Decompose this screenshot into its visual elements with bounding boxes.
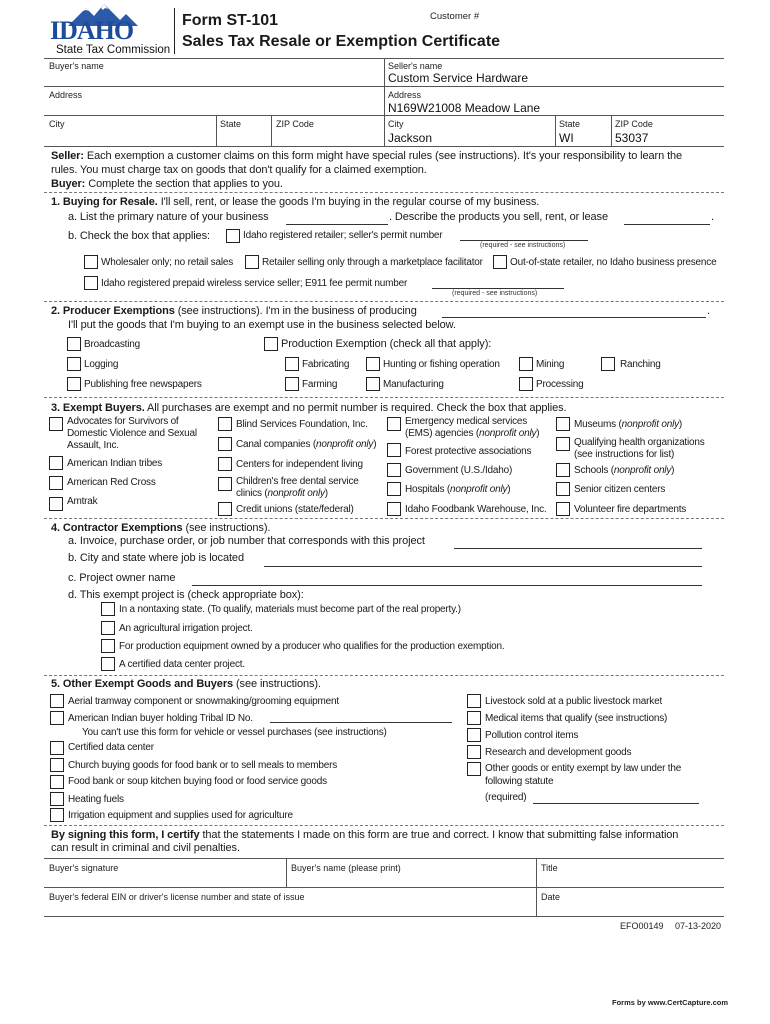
tribal-id-checkbox[interactable] bbox=[50, 711, 64, 725]
section-3-title bbox=[51, 402, 566, 414]
amtrak-label: Amtrak bbox=[67, 496, 98, 507]
american-indian-tribes-label: American Indian tribes bbox=[67, 458, 163, 469]
seller-zip-label: ZIP Code bbox=[615, 119, 653, 129]
food-bank-checkbox[interactable] bbox=[50, 775, 64, 789]
out-of-state-checkbox[interactable] bbox=[493, 255, 507, 269]
irrigation-project-label: An agricultural irrigation project. bbox=[119, 623, 253, 634]
s4-line-d: d. This exempt project is (check appropriate box): bbox=[68, 589, 304, 601]
text: ) bbox=[678, 419, 683, 430]
certify-text: that the statements I made on this form are true and correct. I know that submitting false information bbox=[202, 829, 679, 841]
section-5-heading: 5. Other Exempt Goods and Buyers bbox=[51, 678, 234, 690]
text: clinics ( bbox=[236, 488, 268, 499]
farming-checkbox[interactable] bbox=[285, 377, 299, 391]
text: Canal companies ( bbox=[236, 439, 316, 450]
aerial-tramway-label: Aerial tramway component or snowmaking/grooming equipment bbox=[68, 696, 339, 707]
tribal-id-line[interactable] bbox=[270, 722, 452, 723]
text: nonprofit only bbox=[621, 419, 679, 430]
seller-address-label: Address bbox=[388, 90, 422, 100]
government-checkbox[interactable] bbox=[387, 463, 401, 477]
buyer-name-field[interactable] bbox=[46, 60, 382, 85]
broadcasting-checkbox[interactable] bbox=[67, 337, 81, 351]
advocates-checkbox[interactable] bbox=[49, 417, 63, 431]
processing-checkbox[interactable] bbox=[519, 377, 533, 391]
prepaid-wireless-checkbox[interactable] bbox=[84, 276, 98, 290]
marketplace-facilitator-checkbox[interactable] bbox=[245, 255, 259, 269]
senior-centers-label: Senior citizen centers bbox=[574, 484, 666, 495]
marketplace-facilitator-label: Retailer selling only through a marketplace facilitator bbox=[262, 257, 483, 268]
section-1-title bbox=[51, 196, 539, 208]
seller-city-value[interactable]: Jackson bbox=[388, 131, 433, 145]
manufacturing-checkbox[interactable] bbox=[366, 377, 380, 391]
text: ) bbox=[536, 428, 540, 439]
required-note-1: (required - see instructions) bbox=[480, 242, 566, 249]
canal-companies-checkbox[interactable] bbox=[218, 437, 232, 451]
prepaid-wireless-label: Idaho registered prepaid wireless service seller; E911 fee permit number bbox=[101, 278, 408, 289]
broadcasting-label: Broadcasting bbox=[84, 339, 140, 350]
seller-instructions bbox=[51, 150, 682, 162]
business-nature-line[interactable] bbox=[286, 224, 388, 225]
buyer-zip-label: ZIP Code bbox=[276, 119, 314, 129]
idaho-retailer-label: Idaho registered retailer; seller's permit number bbox=[243, 230, 443, 241]
form-title: Sales Tax Resale or Exemption Certificate bbox=[182, 33, 501, 50]
forest-protective-checkbox[interactable] bbox=[387, 443, 401, 457]
advocates-label-2: Domestic Violence and Sexual bbox=[67, 428, 197, 439]
hospitals-label bbox=[405, 484, 510, 495]
buyer-address-field[interactable] bbox=[46, 88, 382, 114]
s2-title-end: . bbox=[707, 305, 710, 317]
section-4-title bbox=[51, 522, 270, 534]
buyer-city-label: City bbox=[49, 119, 65, 129]
out-of-state-label: Out-of-state retailer, no Idaho business presence bbox=[510, 257, 717, 268]
text: nonprofit only bbox=[315, 439, 374, 450]
buyer-text: Complete the section that applies to you. bbox=[88, 178, 283, 190]
publishing-checkbox[interactable] bbox=[67, 377, 81, 391]
rule bbox=[271, 115, 272, 146]
e911-permit-line[interactable] bbox=[432, 288, 564, 289]
wholesaler-label: Wholesaler only; no retail sales bbox=[101, 257, 233, 268]
text: Museums ( bbox=[574, 419, 622, 430]
s1-line-a2: . Describe the products you sell, rent, or lease bbox=[389, 211, 608, 223]
s1-line-b: b. Check the box that applies: bbox=[68, 230, 210, 242]
qualifying-health-checkbox[interactable] bbox=[556, 437, 570, 451]
text: nonprofit only bbox=[267, 488, 325, 499]
data-center-project-checkbox[interactable] bbox=[101, 657, 115, 671]
form-number: Form ST-101 bbox=[182, 12, 279, 29]
rule bbox=[216, 115, 217, 146]
text: nonprofit only bbox=[479, 428, 537, 439]
canal-companies-label bbox=[236, 439, 376, 450]
section-4-desc: (see instructions). bbox=[185, 522, 271, 534]
section-3-desc: All purchases are exempt and no permit number is required. Check the box that applies. bbox=[147, 402, 567, 414]
customer-number-field[interactable] bbox=[490, 8, 720, 24]
schools-checkbox[interactable] bbox=[556, 463, 570, 477]
nontaxing-state-checkbox[interactable] bbox=[101, 602, 115, 616]
section-3-heading: 3. Exempt Buyers. bbox=[51, 402, 145, 414]
buyer-name-label: Buyer's name bbox=[49, 61, 104, 71]
production-equipment-label: For production equipment owned by a producer who qualifies for the production exemption. bbox=[119, 641, 505, 652]
other-goods-label-1: Other goods or entity exempt by law under the bbox=[485, 763, 682, 774]
section-2-title bbox=[51, 305, 417, 317]
date-field[interactable] bbox=[538, 889, 722, 915]
seller-name-value[interactable]: Custom Service Hardware bbox=[388, 71, 529, 85]
form-date: 07-13-2020 bbox=[675, 921, 722, 931]
section-2-desc: (see instructions). I'm in the business of producing bbox=[177, 305, 417, 317]
production-equipment-checkbox[interactable] bbox=[101, 639, 115, 653]
mining-label: Mining bbox=[536, 359, 565, 370]
other-goods-label-2: following statute bbox=[485, 776, 554, 787]
certified-data-center-checkbox[interactable] bbox=[50, 741, 64, 755]
tribal-id-note: You can't use this form for vehicle or vessel purchases (see instructions) bbox=[82, 727, 387, 738]
project-owner-line[interactable] bbox=[192, 585, 702, 586]
buyer-zip-field[interactable] bbox=[273, 117, 383, 145]
aerial-tramway-checkbox[interactable] bbox=[50, 694, 64, 708]
farming-label: Farming bbox=[302, 379, 338, 390]
medical-items-label: Medical items that qualify (see instructions) bbox=[485, 713, 668, 724]
rule bbox=[44, 887, 724, 888]
hunting-fishing-label: Hunting or fishing operation bbox=[383, 359, 500, 370]
independent-living-checkbox[interactable] bbox=[218, 457, 232, 471]
logging-checkbox[interactable] bbox=[67, 357, 81, 371]
rule bbox=[611, 115, 612, 146]
independent-living-label: Centers for independent living bbox=[236, 459, 363, 470]
producing-line[interactable] bbox=[442, 317, 706, 318]
section-1-heading: 1. Buying for Resale. bbox=[51, 196, 158, 208]
section-2-heading: 2. Producer Exemptions bbox=[51, 305, 175, 317]
ems-checkbox[interactable] bbox=[387, 417, 401, 431]
text: ) bbox=[507, 484, 511, 495]
church-food-bank-label: Church buying goods for food bank or to sell meals to members bbox=[68, 760, 338, 771]
s1-line-a1: a. List the primary nature of your business bbox=[68, 211, 269, 223]
rule bbox=[44, 146, 724, 147]
irrigation-equipment-label: Irrigation equipment and supplies used for agriculture bbox=[68, 810, 293, 821]
section-4-heading: 4. Contractor Exemptions bbox=[51, 522, 183, 534]
s1-line-a-end: . bbox=[711, 211, 714, 223]
text: nonprofit only bbox=[450, 484, 508, 495]
forest-protective-label: Forest protective associations bbox=[405, 446, 532, 457]
text: ) bbox=[373, 439, 377, 450]
s4-line-c: c. Project owner name bbox=[68, 572, 176, 584]
sellers-permit-line[interactable] bbox=[460, 240, 588, 241]
certify-bold: By signing this form, I certify bbox=[51, 829, 200, 841]
rule bbox=[536, 858, 537, 916]
irrigation-equipment-checkbox[interactable] bbox=[50, 808, 64, 822]
museums-label bbox=[574, 419, 682, 430]
section-1-desc: I'll sell, rent, or lease the goods I'm buying in the regular course of my business. bbox=[160, 196, 540, 208]
tribal-id-label: American Indian buyer holding Tribal ID No. bbox=[68, 713, 253, 724]
logging-label: Logging bbox=[84, 359, 119, 370]
logo-text: IDAHO bbox=[50, 16, 134, 45]
required-note-2: (required - see instructions) bbox=[452, 290, 538, 297]
text: ) bbox=[671, 465, 675, 476]
livestock-checkbox[interactable] bbox=[467, 694, 481, 708]
data-center-project-label: A certified data center project. bbox=[119, 659, 245, 670]
separator bbox=[44, 397, 724, 398]
publishing-label: Publishing free newspapers bbox=[84, 379, 202, 390]
rule bbox=[44, 115, 724, 116]
buyer-instructions bbox=[51, 178, 283, 190]
seller-state-label: State bbox=[559, 119, 581, 129]
statute-line[interactable] bbox=[533, 803, 699, 804]
text: Schools ( bbox=[574, 465, 614, 476]
form-code: EFO00149 bbox=[620, 921, 664, 931]
separator bbox=[44, 675, 724, 676]
manufacturing-label: Manufacturing bbox=[383, 379, 444, 390]
amtrak-checkbox[interactable] bbox=[49, 497, 63, 511]
rule bbox=[44, 86, 724, 87]
idaho-foodbank-label: Idaho Foodbank Warehouse, Inc. bbox=[405, 504, 547, 515]
red-cross-label: American Red Cross bbox=[67, 477, 156, 488]
ems-label-1: Emergency medical services bbox=[405, 416, 528, 427]
medical-items-checkbox[interactable] bbox=[467, 711, 481, 725]
seller-address-value[interactable]: N169W21008 Meadow Lane bbox=[388, 101, 541, 115]
text: ) bbox=[324, 488, 328, 499]
seller-label: Seller: bbox=[51, 150, 84, 162]
hunting-fishing-checkbox[interactable] bbox=[366, 357, 380, 371]
senior-centers-checkbox[interactable] bbox=[556, 482, 570, 496]
schools-label bbox=[574, 465, 674, 476]
processing-label: Processing bbox=[536, 379, 584, 390]
ein-label: Buyer's federal EIN or driver's license number and state of issue bbox=[49, 892, 305, 902]
government-label: Government (U.S./Idaho) bbox=[405, 465, 513, 476]
idaho-foodbank-checkbox[interactable] bbox=[387, 502, 401, 516]
ein-field[interactable] bbox=[46, 889, 534, 915]
ranching-label: Ranching bbox=[620, 359, 661, 370]
wholesaler-checkbox[interactable] bbox=[84, 255, 98, 269]
idaho-logo bbox=[50, 4, 171, 56]
seller-state-value[interactable]: WI bbox=[559, 131, 574, 145]
s2-line2: I'll put the goods that I'm buying to an exempt use in the business selected below. bbox=[68, 319, 456, 331]
section-5-title bbox=[51, 678, 321, 690]
production-exemption-label: Production Exemption (check all that apply): bbox=[281, 338, 492, 350]
text: nonprofit only bbox=[613, 465, 672, 476]
hospitals-checkbox[interactable] bbox=[387, 482, 401, 496]
heating-fuels-checkbox[interactable] bbox=[50, 792, 64, 806]
church-food-bank-checkbox[interactable] bbox=[50, 758, 64, 772]
research-development-checkbox[interactable] bbox=[467, 745, 481, 759]
ems-label-2 bbox=[405, 428, 539, 439]
dental-clinics-checkbox[interactable] bbox=[218, 477, 232, 491]
fabricating-label: Fabricating bbox=[302, 359, 350, 370]
date-label: Date bbox=[541, 892, 561, 902]
research-development-label: Research and development goods bbox=[485, 747, 632, 758]
blind-services-checkbox[interactable] bbox=[218, 417, 232, 431]
job-location-line[interactable] bbox=[264, 566, 702, 567]
irrigation-project-checkbox[interactable] bbox=[101, 621, 115, 635]
volunteer-fire-checkbox[interactable] bbox=[556, 502, 570, 516]
header-divider bbox=[174, 8, 175, 54]
invoice-number-line[interactable] bbox=[454, 548, 702, 549]
seller-text: Each exemption a customer claims on this form might have special rules (see instructions). It's your responsibility to learn the bbox=[86, 150, 683, 162]
certify-statement-2: can result in criminal and civil penalties. bbox=[51, 842, 240, 854]
title-field[interactable] bbox=[538, 860, 722, 886]
american-indian-tribes-checkbox[interactable] bbox=[49, 456, 63, 470]
other-goods-checkbox[interactable] bbox=[467, 762, 481, 776]
food-bank-label: Food bank or soup kitchen buying food or food service goods bbox=[68, 776, 327, 787]
text: Hospitals ( bbox=[405, 484, 451, 495]
buyer-print-name-field[interactable] bbox=[288, 860, 534, 886]
section-5-desc: (see instructions). bbox=[235, 678, 321, 690]
nontaxing-state-label: In a nontaxing state. (To qualify, materials must become part of the real property.) bbox=[119, 604, 461, 615]
forms-by-credit: Forms by www.CertCapture.com bbox=[612, 998, 728, 1007]
buyer-signature-field[interactable] bbox=[46, 860, 284, 886]
dental-clinics-label-1: Children's free dental service bbox=[236, 476, 359, 487]
agency-name: State Tax Commission bbox=[56, 44, 171, 56]
pollution-control-checkbox[interactable] bbox=[467, 728, 481, 742]
ranching-checkbox[interactable] bbox=[601, 357, 615, 371]
rule bbox=[384, 58, 385, 146]
title-label: Title bbox=[541, 863, 558, 873]
production-exemption-checkbox[interactable] bbox=[264, 337, 278, 351]
separator bbox=[44, 301, 724, 302]
heating-fuels-label: Heating fuels bbox=[68, 794, 124, 805]
products-line[interactable] bbox=[624, 224, 710, 225]
separator bbox=[44, 192, 724, 193]
buyer-label: Buyer: bbox=[51, 178, 86, 190]
museums-checkbox[interactable] bbox=[556, 417, 570, 431]
buyer-address-label: Address bbox=[49, 90, 83, 100]
buyer-city-field[interactable] bbox=[46, 117, 214, 145]
credit-unions-checkbox[interactable] bbox=[218, 502, 232, 516]
dental-clinics-label-2 bbox=[236, 488, 328, 499]
seller-city-label: City bbox=[388, 119, 404, 129]
buyer-print-name-label: Buyer's name (please print) bbox=[291, 863, 401, 873]
advocates-label-1: Advocates for Survivors of bbox=[67, 416, 179, 427]
customer-number-label: Customer # bbox=[430, 11, 480, 22]
volunteer-fire-label: Volunteer fire departments bbox=[574, 504, 687, 515]
pollution-control-label: Pollution control items bbox=[485, 730, 579, 741]
buyer-state-field[interactable] bbox=[218, 117, 270, 145]
certified-data-center-label: Certified data center bbox=[68, 742, 154, 753]
rule bbox=[555, 115, 556, 146]
fabricating-checkbox[interactable] bbox=[285, 357, 299, 371]
text: (EMS) agencies ( bbox=[405, 428, 480, 439]
separator bbox=[44, 825, 724, 826]
seller-instructions-2: rules. You must charge tax on goods that don't qualify for a claimed exemption. bbox=[51, 164, 427, 176]
seller-name-label: Seller's name bbox=[388, 61, 443, 71]
livestock-label: Livestock sold at a public livestock market bbox=[485, 696, 663, 707]
buyer-signature-label: Buyer's signature bbox=[49, 863, 119, 873]
qualifying-health-label-2: (see instructions for list) bbox=[574, 449, 675, 460]
rule bbox=[286, 858, 287, 887]
certify-statement bbox=[51, 829, 678, 841]
idaho-retailer-checkbox[interactable] bbox=[226, 229, 240, 243]
other-goods-label-3: (required) bbox=[485, 792, 527, 803]
blind-services-label: Blind Services Foundation, Inc. bbox=[236, 419, 368, 430]
qualifying-health-label-1: Qualifying health organizations bbox=[574, 437, 705, 448]
separator bbox=[44, 518, 724, 519]
s4-line-b: b. City and state where job is located bbox=[68, 552, 244, 564]
buyer-state-label: State bbox=[220, 119, 242, 129]
s4-line-a: a. Invoice, purchase order, or job number that corresponds with this project bbox=[68, 535, 425, 547]
seller-zip-value[interactable]: 53037 bbox=[615, 131, 649, 145]
rule bbox=[44, 858, 724, 859]
rule bbox=[44, 916, 724, 917]
mining-checkbox[interactable] bbox=[519, 357, 533, 371]
credit-unions-label: Credit unions (state/federal) bbox=[236, 504, 354, 515]
advocates-label-3: Assault, Inc. bbox=[67, 440, 119, 451]
red-cross-checkbox[interactable] bbox=[49, 476, 63, 490]
